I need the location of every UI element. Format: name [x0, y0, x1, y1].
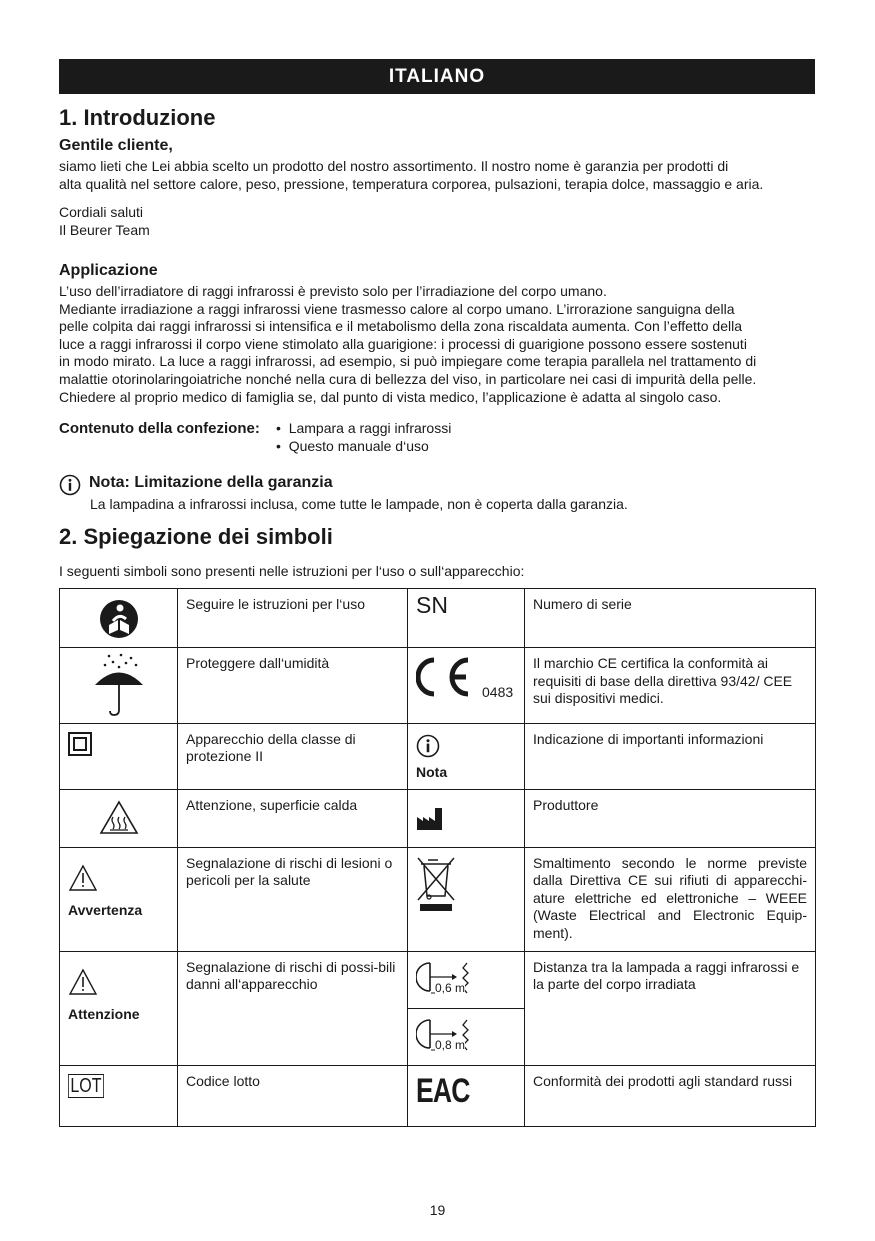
eac-mark-icon: EAC [416, 1071, 470, 1110]
closing [59, 204, 819, 239]
note-label: Nota [416, 764, 448, 780]
serial-number-icon: SN [416, 592, 448, 618]
read-manual-icon [99, 599, 139, 639]
ce-mark-icon [416, 654, 478, 702]
table-row [60, 589, 816, 648]
symbol-desc: Segnalazione di rischi di lesioni o pericoli per la salute [178, 847, 408, 951]
symbol-desc: Smaltimento secondo le norme previste dalla Direttiva CE sui rifiuti di apparecchi-ature elettriche ed elettroniche – WEEE (Waste Electrical and Electronic Equip-ment). [525, 847, 816, 951]
page-number: 19 [429, 1202, 446, 1218]
intro-body [59, 158, 819, 193]
protection-class-2-icon [68, 732, 92, 756]
symbol-cell [60, 847, 178, 951]
contents-label: Contenuto della confezione: [59, 420, 260, 437]
application-line: malattie otorinolaringoiatriche nonché nella cura di bellezza del viso, in particolare nei casi di impurità della pelle. [59, 370, 757, 387]
symbol-desc: Codice lotto [178, 1065, 408, 1126]
warning-label: Avvertenza [68, 902, 143, 918]
info-icon [416, 734, 440, 758]
symbol-desc: Proteggere dall‘umidità [178, 648, 408, 724]
lot-code-icon: LOT [68, 1074, 104, 1098]
table-row [60, 648, 816, 724]
symbols-intro: I seguenti simboli sono presenti nelle istruzioni per l‘uso o sull‘apparecchio: [59, 563, 525, 579]
intro-title: 1. Introduzione [59, 105, 216, 130]
application-line: Mediante irradiazione a raggi infrarossi viene trasmesso calore al corpo umano. L’irrorazione sanguigna della [59, 300, 735, 317]
application-line: L’uso dell’irradiatore di raggi infrarossi è previsto solo per l’irradiazione del corpo umano. [59, 283, 607, 299]
symbol-desc: Distanza tra la lampada a raggi infrarossi e la parte del corpo irradiata [525, 951, 816, 1065]
symbol-desc: Il marchio CE certifica la conformità ai requisiti di base della direttiva 93/42/ CEE sui dispositivi medici. [525, 648, 816, 724]
application-line: luce a raggi infrarossi il corpo viene stimolato alla guarigione: i processi di guarigione possono essere sostenuti [59, 335, 747, 352]
symbol-cell [408, 723, 525, 789]
application-body [59, 283, 819, 406]
closing-line: Il Beurer Team [59, 221, 150, 238]
symbol-desc: Attenzione, superficie calda [178, 789, 408, 847]
symbol-desc: Conformità dei prodotti agli standard russi [525, 1065, 816, 1126]
application-line: pelle colpita dai raggi infrarossi si intensifica e il metabolismo della zona riscaldata aumenta. Con l’effetto della [59, 318, 742, 335]
caution-triangle-icon [68, 968, 98, 996]
symbol-cell [408, 1008, 525, 1065]
language-banner: ITALIANO [59, 59, 815, 94]
notified-body-number: 0483 [482, 684, 514, 700]
symbol-cell [408, 847, 525, 951]
intro-line: alta qualità nel settore calore, peso, pressione, temperatura corporea, pulsazioni, terapia dolce, massaggio e aria. [59, 175, 764, 192]
table-row [60, 847, 816, 951]
manufacturer-icon [416, 807, 444, 831]
contents-item: • Lampara a raggi infrarossi [276, 420, 452, 436]
warning-triangle-icon [68, 864, 98, 892]
symbol-cell [60, 648, 178, 724]
umbrella-rain-icon [91, 652, 147, 718]
symbol-cell [408, 1065, 525, 1126]
symbol-desc: Indicazione di importanti informazioni [525, 723, 816, 789]
symbol-cell [60, 789, 178, 847]
symbol-cell [60, 951, 178, 1065]
info-icon [59, 474, 81, 496]
caution-label: Attenzione [68, 1006, 140, 1022]
closing-line: Cordiali saluti [59, 204, 144, 220]
distance-label: 0,8 m [435, 1037, 466, 1052]
contents-item: • Questo manuale d‘uso [276, 438, 429, 454]
hot-surface-icon [99, 800, 139, 836]
application-line: Chiedere al proprio medico di famiglia se, dal punto di vista medico, l’applicazione è adatta al singolo caso. [59, 388, 722, 405]
table-row [60, 789, 816, 847]
intro-line: siamo lieti che Lei abbia scelto un prodotto del nostro assortimento. Il nostro nome è garanzia per prodotti di [59, 158, 729, 174]
symbol-cell [408, 648, 525, 724]
note-text: La lampadina a infrarossi inclusa, come tutte le lampade, non è coperta dalla garanzia. [90, 496, 628, 512]
symbol-cell [408, 589, 525, 648]
distance-label: 0,6 m [435, 980, 466, 995]
symbol-cell [408, 789, 525, 847]
symbols-title: 2. Spiegazione dei simboli [59, 524, 333, 549]
application-line: in modo mirato. La luce a raggi infrarossi, ad esempio, si può impiegare come terapia parallela nel trattamento di [59, 353, 757, 370]
table-row [60, 1065, 816, 1126]
application-title: Applicazione [59, 262, 158, 279]
note-title: Nota: Limitazione della garanzia [89, 474, 333, 491]
symbol-desc: Numero di serie [525, 589, 816, 648]
symbol-cell [60, 723, 178, 789]
symbol-desc: Segnalazione di rischi di possi-bili danni all‘apparecchio [178, 951, 408, 1065]
symbol-desc: Produttore [525, 789, 816, 847]
symbols-table [59, 588, 816, 1127]
table-row [60, 951, 816, 1008]
symbol-cell [60, 589, 178, 648]
symbol-desc: Apparecchio della classe di protezione II [178, 723, 408, 789]
weee-bin-icon [416, 856, 456, 914]
symbol-cell [408, 951, 525, 1008]
symbol-cell [60, 1065, 178, 1126]
symbol-desc: Seguire le istruzioni per l‘uso [178, 589, 408, 648]
greeting: Gentile cliente, [59, 137, 173, 154]
table-row [60, 723, 816, 789]
